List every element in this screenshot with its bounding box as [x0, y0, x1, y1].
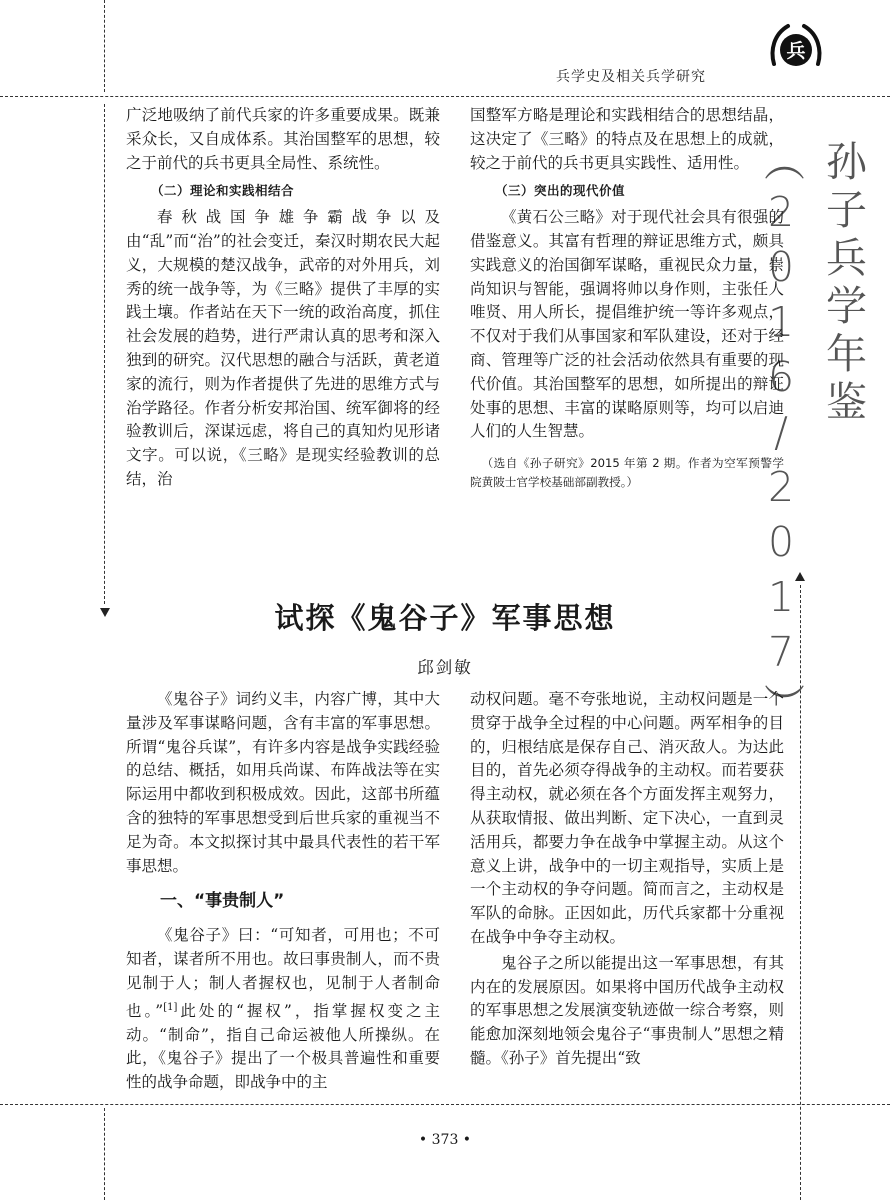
article-title: 试探《鬼谷子》军事思想 [274, 601, 616, 635]
crop-line-bottom [0, 1104, 890, 1105]
crop-line-left-middle [104, 104, 105, 604]
article-author: 邱剑敏 [417, 658, 473, 677]
citation-marker[interactable]: [1] [163, 1001, 178, 1013]
yearbook-side-title: 孙子兵学年鉴（2016/2017） [757, 140, 867, 731]
top-left-column [126, 104, 440, 492]
paragraph: 《鬼谷子》词约义丰，内容广博，其中大量涉及军事谋略问题，含有丰富的军事思想。所谓“鬼谷兵谋”，有许多内容是战争实践经验的总结、概括，如用兵尚谋、布阵战法等在实际运用中都收到积极成效。因此，这部书所蕴含的独特的军事思想受到后世兵家的重视当不足为奇。本文拟探讨其中最具代表性的若干军事思想。 [126, 690, 440, 875]
paragraph [126, 924, 440, 1095]
paragraph: 国整军方略是理论和实践相结合的思想结晶，这决定了《三略》的特点及在思想上的成就，较之于前代的兵书更具实践性、适用性。 [470, 106, 784, 172]
yearbook-logo [766, 20, 826, 76]
crop-line-left-bottom [104, 1108, 105, 1200]
crop-line-left-top [104, 0, 105, 92]
page-number: • 373 • [418, 1132, 472, 1148]
source-note: （选自《孙子研究》2015 年第 2 期。作者为空军预警学院黄陂士官学校基础部副教授。） [470, 456, 784, 490]
quote-text: 《鬼谷子》曰：“可知者，可用也；不可知者，谋者所不用也。故曰事贵制人，而不贵见制于人；制人者握权也，见制于人者制命也。” [126, 926, 440, 1020]
article-left-column [126, 688, 440, 1095]
paragraph: 春秋战国争雄争霸战争以及由“乱”而“治”的社会变迁，秦汉时期农民大起义，大规模的楚汉战争，武帝的对外用兵，刘秀的统一战争等，为《三略》提供了丰厚的实践土壤。作者站在天下一统的政治高度，抓住社会发展的趋势，进行严肃认真的思考和深入独到的研究。汉代思想的融合与活跃，黄老道家的流行，则为作者提供了先进的思维方式与治学路径。作者分析安邦治国、统军御将的经验教训后，深谋远虑，将自己的真知灼见形诸文字。可以说，《三略》是现实经验教训的总结，治 [126, 208, 440, 488]
subheading: （二）理论和实践相结合 [151, 183, 295, 199]
paragraph: 《黄石公三略》对于现代社会具有很强的借鉴意义。其富有哲理的辩证思维方式，颇具实践意义的治国御军谋略，重视民众力量，崇尚知识与智能，强调将帅以身作则，主张任人唯贤、用人所长，提倡维护统一等许多观点，不仅对于我们从事国家和军队建设，还对于经商、管理等广泛的社会活动依然具有重要的现代价值。其治国整军的思想，如所提出的辩证处事的思想、丰富的谋略原则等，均可以启迪人们的人生智慧。 [470, 208, 784, 441]
paragraph-text: 此处的“握权”，指掌握权变之主动。“制命”，指自己命运被他人所操纵。在此，《鬼谷子》提出了一个极具普遍性和重要性的战争命题，即战争中的主 [126, 1001, 440, 1092]
paragraph: 鬼谷子之所以能提出这一军事思想，有其内在的发展原因。如果将中国历代战争主动权的军事思想之发展演变轨迹做一综合考察，则能愈加深刻地领会鬼谷子“事贵制人”思想之精髓。《孙子》首先提出“致 [470, 953, 784, 1067]
logo-glyph: 兵 [786, 40, 806, 62]
running-header: 兵学史及相关兵学研究 [556, 69, 706, 85]
crop-line-top [0, 96, 890, 97]
section-heading: 一、“事贵制人” [160, 891, 285, 912]
top-right-column [470, 104, 784, 492]
paragraph: 动权问题。毫不夸张地说，主动权问题是一个贯穿于战争全过程的中心问题。两军相争的目的，归根结底是保存自己、消灭敌人。为达此目的，首先必须夺得战争的主动权。而若要获得主动权，就必须在各个方面发挥主观努力，从获取情报、做出判断、定下决心，一直到灵活用兵，都要力争在战争中掌握主动。从这个意义上讲，战争中的一切主观指导，实质上是一个主动权的争夺问题。简而言之，主动权是军队的命脉。正因如此，历代兵家都十分重视在战争中争夺主动权。 [470, 690, 784, 946]
subheading: （三）突出的现代价值 [495, 183, 626, 199]
paragraph: 广泛地吸纳了前代兵家的许多重要成果。既兼采众长，又自成体系。其治国整军的思想，较之于前代的兵书更具全局性、系统性。 [126, 106, 440, 172]
article-right-column [470, 688, 784, 1071]
